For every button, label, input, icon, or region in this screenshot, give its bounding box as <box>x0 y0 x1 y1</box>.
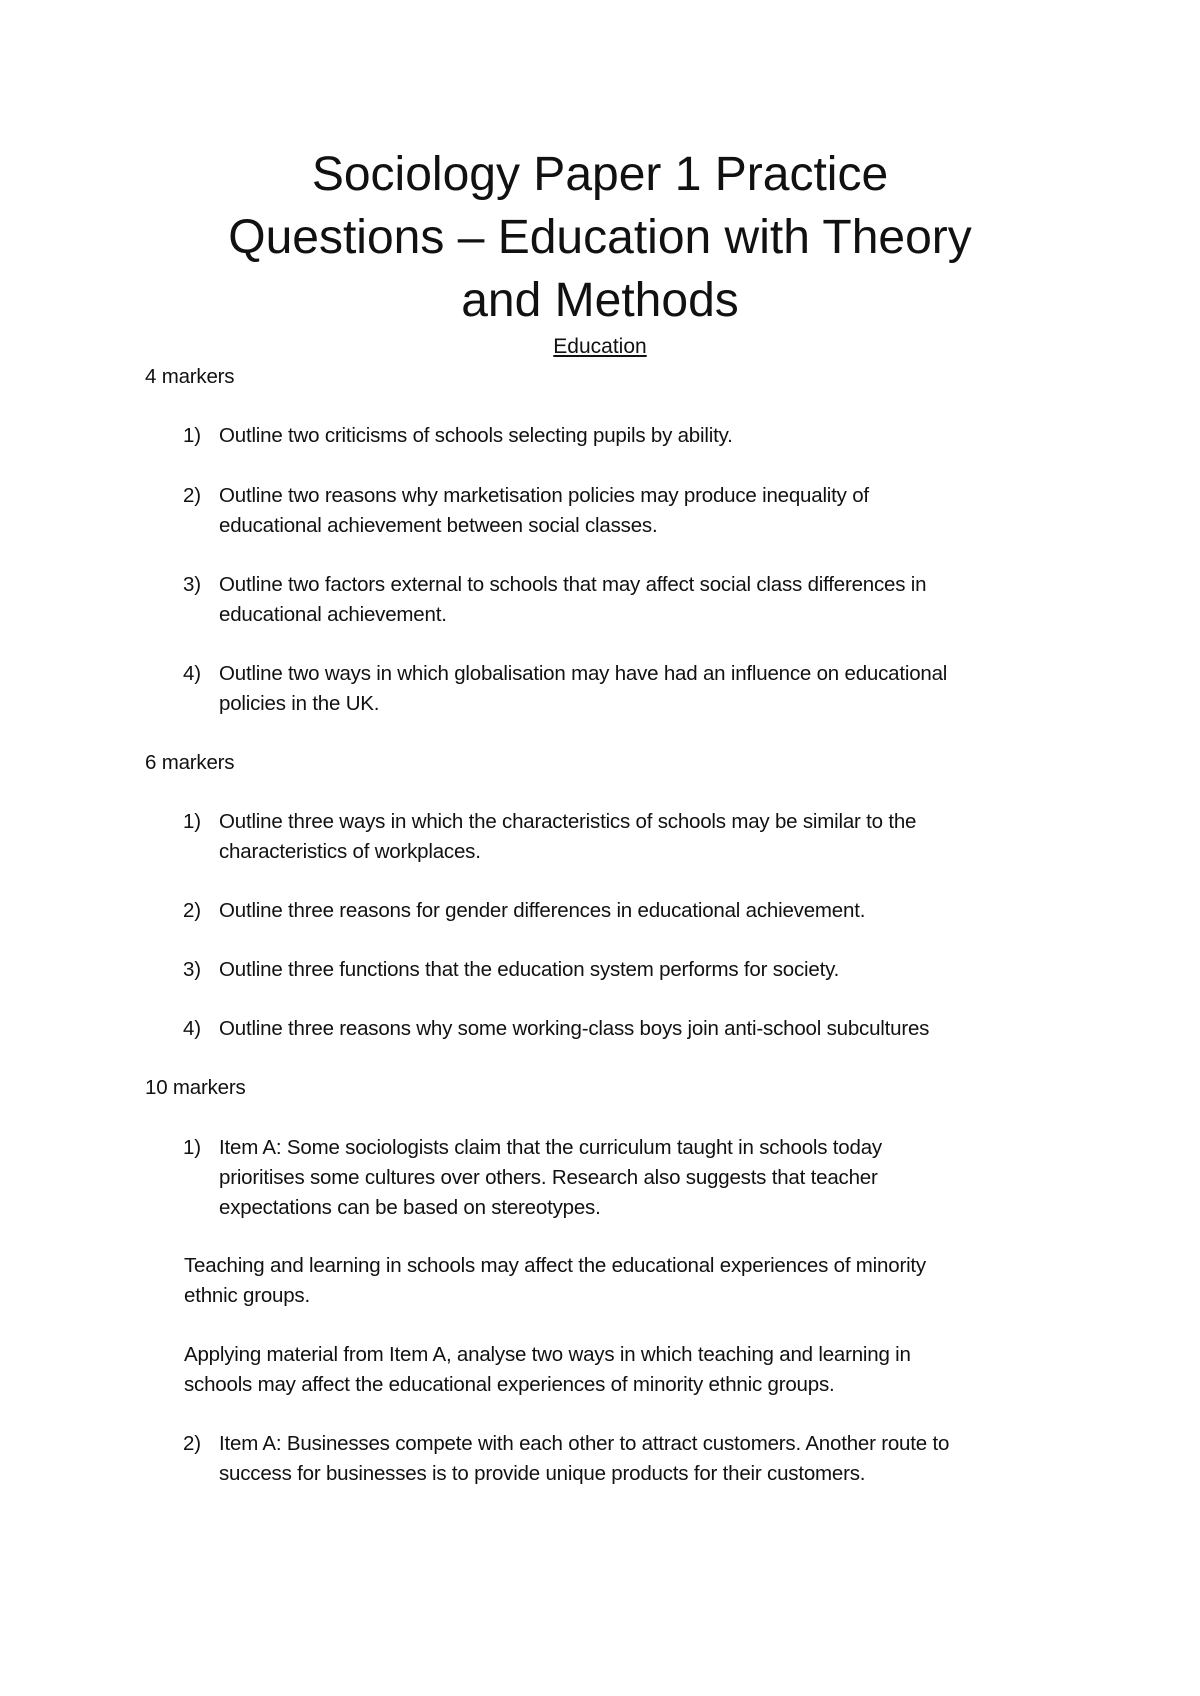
document-title <box>0 143 1200 332</box>
question-line: policies in the UK. <box>219 692 380 715</box>
paragraph-line: ethnic groups. <box>184 1284 310 1307</box>
question-number: 4) <box>183 662 201 685</box>
question-text <box>219 659 1099 719</box>
question-number: 2) <box>183 899 201 922</box>
section-heading-4-markers: 4 markers <box>145 365 235 388</box>
question-line: Outline two factors external to schools that may affect social class differences in <box>219 573 927 596</box>
question-text <box>219 421 1099 451</box>
question-number: 1) <box>183 424 201 447</box>
question-line: Outline three reasons for gender differences in educational achievement. <box>219 899 866 922</box>
item-paragraph <box>184 1251 1044 1311</box>
section-heading-6-markers: 6 markers <box>145 751 235 774</box>
paragraph-line: Teaching and learning in schools may affect the educational experiences of minority <box>184 1254 926 1277</box>
question-line: success for businesses is to provide unique products for their customers. <box>219 1462 866 1485</box>
question-line: Outline two criticisms of schools selecting pupils by ability. <box>219 424 733 447</box>
title-line: and Methods <box>461 274 739 327</box>
question-text <box>219 481 1099 541</box>
question-line: Outline three functions that the education system performs for society. <box>219 958 840 981</box>
question-number: 1) <box>183 810 201 833</box>
question-text <box>219 807 1099 867</box>
question-line: Item A: Businesses compete with each other to attract customers. Another route to <box>219 1432 950 1455</box>
question-text <box>219 570 1099 630</box>
question-line: characteristics of workplaces. <box>219 840 481 863</box>
question-text <box>219 896 1099 926</box>
section-subtitle: Education <box>553 335 647 358</box>
section-heading-10-markers: 10 markers <box>145 1076 246 1099</box>
question-number: 2) <box>183 484 201 507</box>
question-line: prioritises some cultures over others. Research also suggests that teacher <box>219 1166 878 1189</box>
question-text <box>219 955 1099 985</box>
question-line: Outline two ways in which globalisation may have had an influence on educational <box>219 662 948 685</box>
question-number: 3) <box>183 573 201 596</box>
question-number: 2) <box>183 1432 201 1455</box>
question-text <box>219 1014 1099 1044</box>
title-line: Questions – Education with Theory <box>228 211 972 264</box>
question-line: Item A: Some sociologists claim that the curriculum taught in schools today <box>219 1136 882 1159</box>
paragraph-line: schools may affect the educational experiences of minority ethnic groups. <box>184 1373 835 1396</box>
question-line: Outline three ways in which the characteristics of schools may be similar to the <box>219 810 917 833</box>
question-line: educational achievement. <box>219 603 447 626</box>
title-line: Sociology Paper 1 Practice <box>311 148 889 201</box>
question-number: 1) <box>183 1136 201 1159</box>
question-number: 3) <box>183 958 201 981</box>
paragraph-line: Applying material from Item A, analyse two ways in which teaching and learning in <box>184 1343 911 1366</box>
question-line: Outline two reasons why marketisation policies may produce inequality of <box>219 484 869 507</box>
question-text <box>219 1133 1099 1223</box>
question-line: expectations can be based on stereotypes. <box>219 1196 601 1219</box>
question-line: Outline three reasons why some working-class boys join anti-school subcultures <box>219 1017 930 1040</box>
item-paragraph <box>184 1340 1044 1400</box>
question-line: educational achievement between social classes. <box>219 514 658 537</box>
question-text <box>219 1429 1099 1489</box>
question-number: 4) <box>183 1017 201 1040</box>
